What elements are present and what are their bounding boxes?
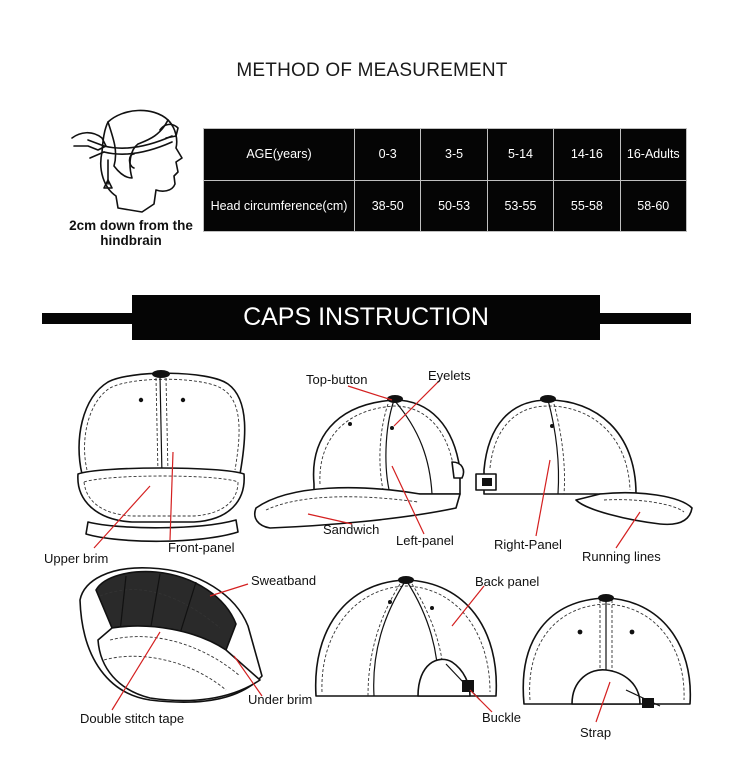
label-under-brim: Under brim — [248, 692, 313, 707]
label-right-panel: Right-Panel — [494, 537, 562, 552]
label-running-lines: Running lines — [582, 549, 661, 564]
label-front-panel: Front-panel — [168, 540, 235, 555]
table-cell: 55-58 — [554, 180, 620, 232]
label-buckle: Buckle — [482, 710, 522, 725]
table-cell: 3-5 — [421, 129, 487, 181]
page-title: METHOD OF MEASUREMENT — [236, 60, 508, 81]
section-banner: CAPS INSTRUCTION — [132, 295, 600, 340]
cap-right-view — [476, 395, 692, 524]
table-cell: 0-3 — [355, 129, 421, 181]
label-double-stitch-tape: Double stitch tape — [80, 711, 185, 726]
measurement-caption: 2cm down from the hindbrain — [69, 218, 193, 248]
label-left-panel: Left-panel — [396, 533, 454, 548]
label-sweatband: Sweatband — [251, 573, 317, 588]
label-upper-brim: Upper brim — [44, 551, 109, 566]
label-back-panel: Back panel — [475, 574, 540, 589]
label-eyelets: Eyelets — [428, 368, 471, 383]
cap-front-view — [78, 370, 245, 541]
label-strap: Strap — [580, 725, 612, 740]
table-cell: 14-16 — [554, 129, 620, 181]
table-cell: 5-14 — [487, 129, 553, 181]
cap-left-view — [255, 395, 464, 528]
cap-back-view — [316, 576, 497, 700]
table-cell: 53-55 — [487, 180, 553, 232]
label-top-button: Top-button — [306, 372, 368, 387]
table-cell: 38-50 — [355, 180, 421, 232]
table-row-header: AGE(years) — [204, 129, 355, 181]
table-cell: 50-53 — [421, 180, 487, 232]
table-cell: 58-60 — [620, 180, 686, 232]
table-row-header: Head circumference(cm) — [204, 180, 355, 232]
table-cell: 16-Adults — [620, 129, 686, 181]
label-sandwich: Sandwich — [323, 522, 380, 537]
